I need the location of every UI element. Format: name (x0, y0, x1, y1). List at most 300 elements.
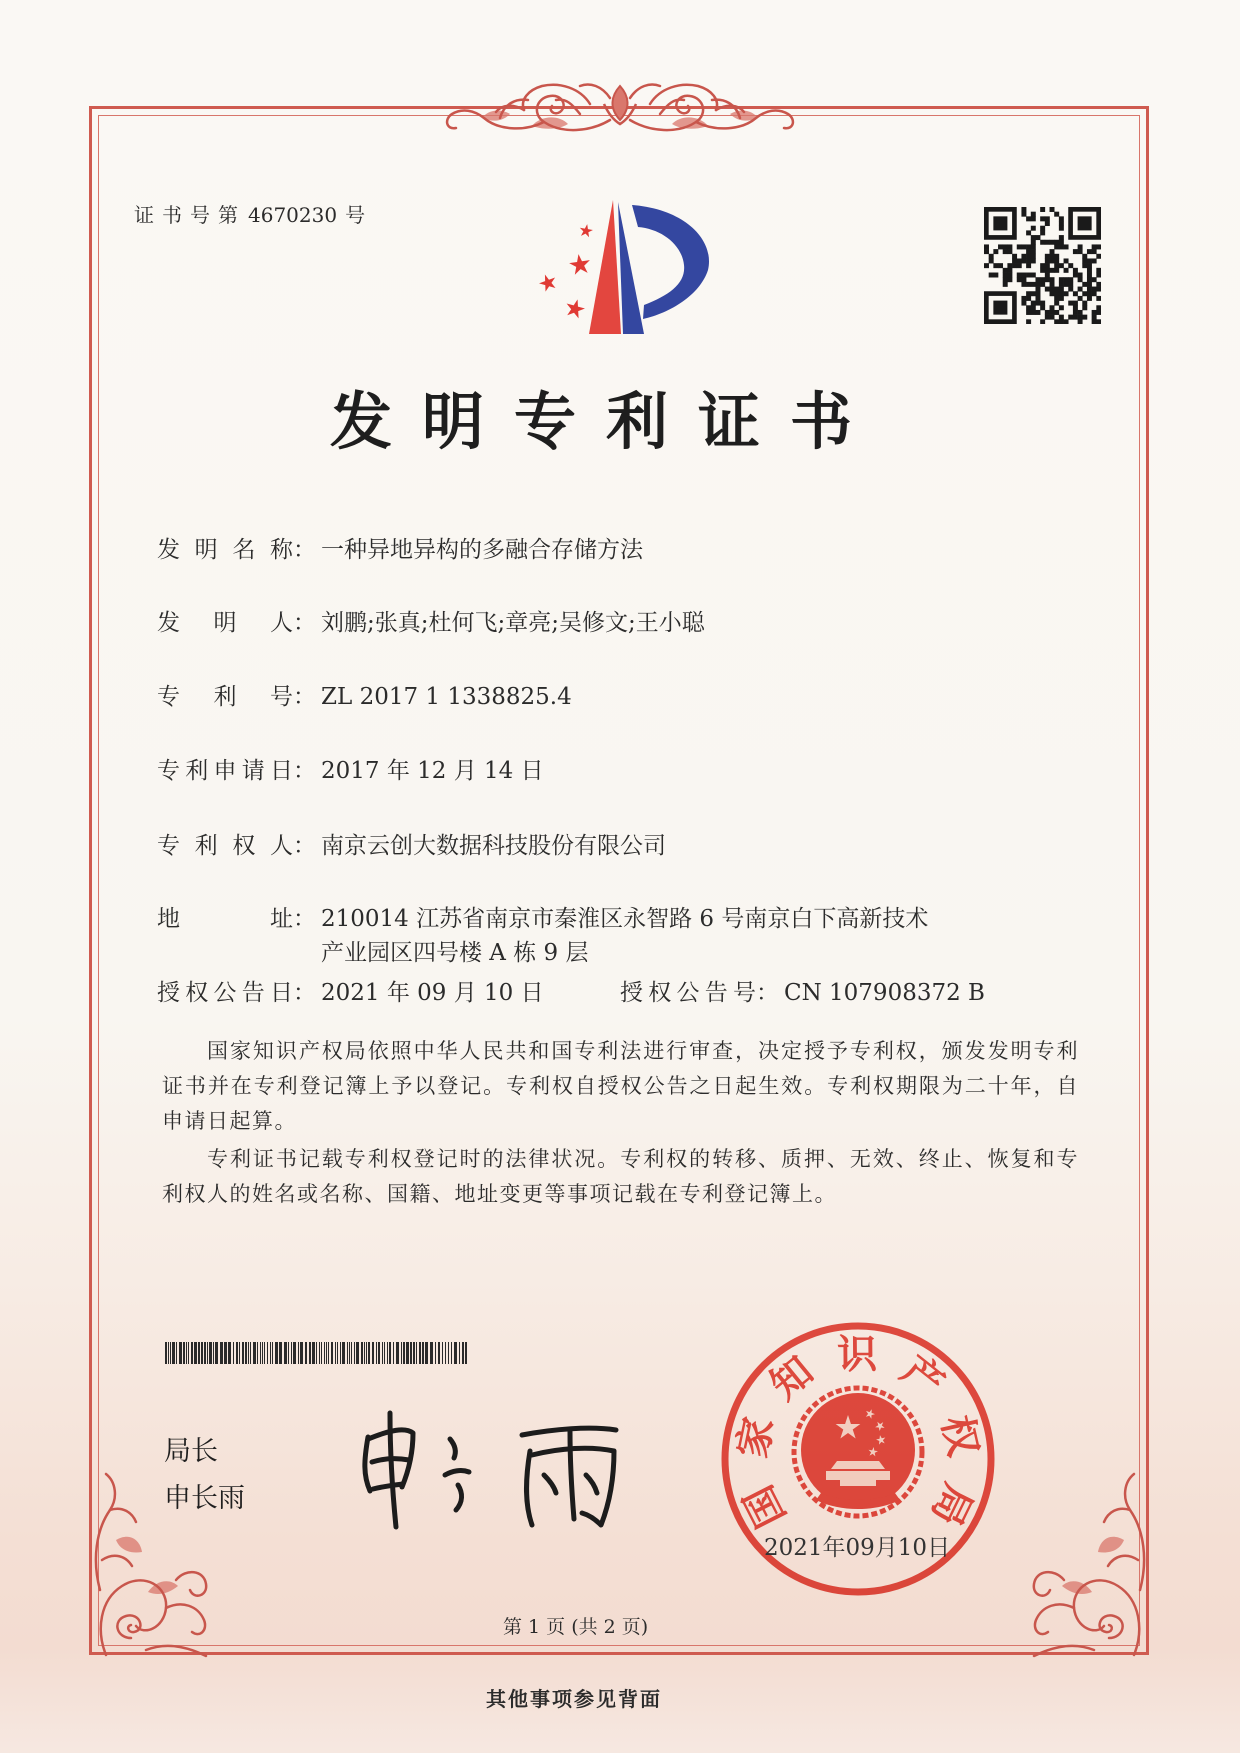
qr-module (1045, 258, 1050, 263)
qr-module (1068, 282, 1073, 287)
barcode-bar (378, 1342, 380, 1364)
qr-module (1068, 301, 1073, 306)
qr-module (1068, 287, 1073, 292)
field-patentee (157, 831, 666, 861)
handwritten-signature (350, 1405, 640, 1535)
qr-module (1050, 315, 1055, 320)
qr-module (1007, 244, 1012, 249)
qr-module (1054, 212, 1059, 217)
qr-module (1059, 226, 1064, 231)
barcode-bar (451, 1342, 452, 1364)
barcode-bar (236, 1342, 238, 1364)
page-title: 发明专利证书 (330, 385, 883, 458)
qr-finder (1078, 216, 1092, 230)
qr-module (1040, 268, 1045, 273)
logo-stars (537, 223, 594, 319)
barcode-bar (279, 1342, 282, 1364)
qr-module (1017, 258, 1022, 263)
signatory-position: 局长 (164, 1436, 218, 1467)
field-value: 一种异地异构的多融合存储方法 (321, 537, 643, 563)
barcode-bar (361, 1342, 363, 1364)
qr-module (1096, 282, 1101, 287)
qr-module (1003, 273, 1008, 278)
qr-module (1092, 315, 1097, 320)
qr-module (1045, 240, 1050, 245)
qr-module (1059, 305, 1064, 310)
qr-module (1092, 258, 1097, 263)
qr-module (1059, 282, 1064, 287)
qr-module (1073, 273, 1078, 278)
qr-module (1017, 277, 1022, 282)
barcode-bar (270, 1342, 271, 1364)
barcode-bar (305, 1342, 307, 1364)
qr-module (1078, 277, 1083, 282)
barcode-bar (376, 1342, 377, 1364)
qr-module (1045, 315, 1050, 320)
qr-module (1054, 301, 1059, 306)
qr-module (1017, 263, 1022, 268)
qr-module (1064, 268, 1069, 273)
barcode-bar (324, 1342, 325, 1364)
logo-red-nib (589, 200, 621, 334)
signature-stroke (365, 1437, 370, 1491)
barcode-bar (288, 1342, 289, 1364)
barcode-bar (179, 1342, 182, 1364)
qr-module (1040, 282, 1045, 287)
qr-module (1021, 207, 1026, 212)
qr-module (1021, 301, 1026, 306)
barcode-bar (442, 1342, 443, 1364)
barcode-bar (393, 1342, 394, 1364)
qr-module (1096, 319, 1101, 324)
qr-module (1054, 310, 1059, 315)
barcode-bar (406, 1342, 409, 1364)
barcode-bar (349, 1342, 350, 1364)
qr-module (1045, 310, 1050, 315)
barcode-bar (462, 1342, 464, 1364)
qr-module (1087, 249, 1092, 254)
qr-module (1068, 315, 1073, 320)
qr-module (1059, 319, 1064, 324)
barcode-bar (233, 1342, 234, 1364)
qr-module (1087, 287, 1092, 292)
ornament-scroll (146, 1646, 206, 1656)
qr-module (1092, 287, 1097, 292)
qr-module (1054, 254, 1059, 259)
qr-module (1073, 315, 1078, 320)
qr-module (1021, 273, 1026, 278)
qr-module (1031, 310, 1036, 315)
qr-module (1068, 277, 1073, 282)
field-colon: ： (293, 758, 316, 784)
field-label: 授权公告号 (620, 980, 756, 1006)
corner-ornament (1034, 1474, 1144, 1656)
qr-module (1050, 310, 1055, 315)
barcode-bar (403, 1342, 405, 1364)
barcode-bar (416, 1342, 417, 1364)
qr-module (1003, 268, 1008, 273)
barcode-bar (209, 1342, 212, 1364)
barcode-bar (264, 1342, 265, 1364)
qr-module (1035, 310, 1040, 315)
logo-star (578, 223, 593, 238)
qr-module (1040, 305, 1045, 310)
qr-module (1050, 268, 1055, 273)
statement-line: 申请日起算。 (162, 1109, 297, 1133)
logo-blue-arc (632, 205, 709, 319)
field-address (157, 904, 928, 934)
ornament-leaf (1098, 1537, 1124, 1553)
ornament-left-half (447, 85, 610, 131)
qr-module (1003, 277, 1008, 282)
qr-module (998, 244, 1003, 249)
qr-module (1035, 301, 1040, 306)
qr-module (1045, 254, 1050, 259)
qr-module (1026, 254, 1031, 259)
ornament-scroll (1104, 1509, 1130, 1522)
statement-line: 专利证书记载专利权登记时的法律状况。专利权的转移、质押、无效、终止、恢复和专 (207, 1147, 1079, 1171)
qr-module (998, 263, 1003, 268)
signature-stroke (450, 1439, 455, 1458)
barcode-bar (454, 1342, 457, 1364)
qr-module (1092, 319, 1097, 324)
qr-module (1026, 258, 1031, 263)
barcode-bar (293, 1342, 296, 1364)
qr-module (1087, 291, 1092, 296)
barcode-bar (319, 1342, 320, 1364)
signature-stroke (445, 1471, 469, 1475)
qr-module (1073, 249, 1078, 254)
seal-date: 2021年09月10日 (764, 1535, 951, 1561)
barcode-bar (438, 1342, 440, 1364)
qr-module (1059, 287, 1064, 292)
qr-module (1031, 305, 1036, 310)
qr-module (984, 244, 989, 249)
qr-module (989, 273, 994, 278)
field-label: 授权公告日 (157, 980, 293, 1006)
qr-module (1012, 258, 1017, 263)
barcode-bar (198, 1342, 200, 1364)
qr-module (1007, 249, 1012, 254)
field-patent-number (157, 682, 572, 712)
field-value: CN 107908372 B (784, 980, 985, 1006)
barcode-bar (312, 1342, 315, 1364)
qr-module (1031, 216, 1036, 221)
qr-module (1040, 240, 1045, 245)
ornament-scroll (176, 1572, 206, 1596)
qr-module (1007, 273, 1012, 278)
qr-module (1031, 249, 1036, 254)
qr-module (1087, 282, 1092, 287)
statement-line: 国家知识产权局依照中华人民共和国专利法进行审查，决定授予专利权，颁发发明专利 (207, 1039, 1079, 1063)
qr-module (1021, 244, 1026, 249)
qr-module (989, 258, 994, 263)
qr-module (1050, 240, 1055, 245)
barcode-bar (298, 1342, 299, 1364)
seal-character: 识 (836, 1331, 878, 1379)
barcode-bar (253, 1342, 256, 1364)
qr-module (1082, 315, 1087, 320)
qr-module (1054, 287, 1059, 292)
barcode-bar (410, 1342, 412, 1364)
field-value-line-1: 210014 江苏省南京市秦淮区永智路 6 号南京白下高新技术 (321, 906, 929, 932)
qr-module (1096, 310, 1101, 315)
qr-module (1087, 268, 1092, 273)
qr-module (1026, 249, 1031, 254)
qr-module (1078, 273, 1083, 278)
statement-line: 证书并在专利登记簿上予以登记。专利权自授权公告之日起生效。专利权期限为二十年，自 (162, 1074, 1079, 1098)
qr-module (1059, 240, 1064, 245)
barcode-bar (459, 1342, 460, 1364)
barcode-bar (354, 1342, 355, 1364)
barcode-bar (165, 1342, 167, 1364)
barcode-bar (228, 1342, 231, 1364)
barcode-bar (215, 1342, 218, 1364)
certificate-number (134, 202, 365, 228)
ornament-scroll (96, 1474, 115, 1590)
national-emblem-icon (794, 1388, 922, 1516)
qr-module (1026, 310, 1031, 315)
qr-module (1096, 305, 1101, 310)
barcode-bar (267, 1342, 268, 1364)
barcode-bar (356, 1342, 359, 1364)
qr-module (1040, 301, 1045, 306)
barcode-bar (448, 1342, 449, 1364)
qr-module (1007, 277, 1012, 282)
field-value: ZL 2017 1 1338825.4 (321, 684, 572, 710)
qr-module (1017, 273, 1022, 278)
barcode-bar (382, 1342, 383, 1364)
ornament-scroll (1034, 1646, 1094, 1656)
qr-module (1096, 268, 1101, 273)
qr-module (1082, 291, 1087, 296)
field-colon: ： (756, 980, 779, 1006)
barcode-bar (331, 1342, 333, 1364)
barcode-bar (435, 1342, 436, 1364)
qr-module (1003, 282, 1008, 287)
barcode-bar (245, 1342, 247, 1364)
ornament-scroll (1035, 1604, 1074, 1634)
qr-module (1035, 277, 1040, 282)
field-application-date (157, 756, 544, 786)
field-address-continued (321, 938, 589, 968)
qr-module (1040, 230, 1045, 235)
ornament-scroll (166, 1604, 205, 1634)
ornament-scroll (110, 1509, 136, 1522)
barcode-bar (262, 1342, 263, 1364)
qr-module (1092, 244, 1097, 249)
qr-module (1087, 273, 1092, 278)
logo-star (564, 297, 587, 319)
barcode-bar (321, 1342, 322, 1364)
page-indicator: 第 1 页 (共 2 页) (503, 1616, 649, 1638)
barcode (165, 1342, 470, 1364)
qr-module (1035, 291, 1040, 296)
qr-module (1003, 249, 1008, 254)
back-page-note: 其他事项参见背面 (486, 1687, 662, 1711)
barcode-bar (207, 1342, 208, 1364)
barcode-bar (337, 1342, 338, 1364)
qr-module (1021, 254, 1026, 259)
qr-module (1054, 258, 1059, 263)
qr-module (1092, 291, 1097, 296)
seal-character: 知 (762, 1348, 823, 1410)
qr-module (1031, 273, 1036, 278)
qr-module (1078, 249, 1083, 254)
qr-module (1073, 305, 1078, 310)
qr-module (1045, 287, 1050, 292)
qr-module (1059, 263, 1064, 268)
qr-module (1050, 249, 1055, 254)
qr-module (1026, 216, 1031, 221)
qr-module (1026, 230, 1031, 235)
signature-stroke (586, 1475, 597, 1493)
qr-module (1096, 287, 1101, 292)
qr-module (1031, 244, 1036, 249)
signature-stroke (570, 1431, 574, 1519)
barcode-bar (387, 1342, 388, 1364)
barcode-bar (419, 1342, 421, 1364)
qr-module (1050, 207, 1055, 212)
qr-module (1050, 258, 1055, 263)
qr-module (1073, 268, 1078, 273)
qr-module (1031, 235, 1036, 240)
ornament-leaf (116, 1537, 142, 1553)
qr-module (1092, 310, 1097, 315)
qr-module (1031, 282, 1036, 287)
qr-module (1031, 301, 1036, 306)
barcode-bar (168, 1342, 169, 1364)
barcode-bar (242, 1342, 244, 1364)
qr-module (1087, 277, 1092, 282)
qr-module (1082, 301, 1087, 306)
qr-module (1059, 244, 1064, 249)
qr-module (993, 249, 998, 254)
field-label: 专利申请日 (157, 758, 293, 784)
qr-module (1050, 287, 1055, 292)
barcode-bar (257, 1342, 258, 1364)
field-label: 专利号 (157, 684, 293, 710)
emblem-disc (801, 1393, 915, 1507)
barcode-bar (328, 1342, 329, 1364)
qr-module (1078, 244, 1083, 249)
qr-module (1087, 258, 1092, 263)
qr-module (1050, 305, 1055, 310)
barcode-bar (204, 1342, 206, 1364)
qr-module (1082, 258, 1087, 263)
qr-module (1026, 296, 1031, 301)
qr-module (1059, 221, 1064, 226)
barcode-bar (340, 1342, 341, 1364)
qr-module (1059, 277, 1064, 282)
ornament-scroll (1108, 1556, 1138, 1566)
barcode-bar (372, 1342, 374, 1364)
barcode-bar (347, 1342, 348, 1364)
qr-module (1050, 254, 1055, 259)
qr-module (1068, 263, 1073, 268)
barcode-bar (201, 1342, 203, 1364)
barcode-bar (260, 1342, 261, 1364)
qr-module (1064, 258, 1069, 263)
qr-module (1035, 235, 1040, 240)
field-value: 南京云创大数据科技股份有限公司 (321, 833, 666, 859)
qr-module (1064, 282, 1069, 287)
barcode-bar (351, 1342, 352, 1364)
qr-module (1031, 291, 1036, 296)
qr-module (993, 263, 998, 268)
field-label: 发明名称 (157, 537, 293, 563)
barcode-bar (186, 1342, 187, 1364)
barcode-bar (188, 1342, 189, 1364)
bottom-right-ornament (1014, 1460, 1154, 1670)
field-value: 2017 年 12 月 14 日 (321, 758, 544, 784)
qr-module (1082, 254, 1087, 259)
qr-module (1017, 244, 1022, 249)
qr-module (1021, 282, 1026, 287)
qr-module (1050, 282, 1055, 287)
qr-module (993, 273, 998, 278)
qr-module (1035, 296, 1040, 301)
field-colon: ： (293, 980, 316, 1006)
qr-module (1064, 319, 1069, 324)
qr-module (1026, 305, 1031, 310)
qr-module (1054, 244, 1059, 249)
qr-module (1054, 240, 1059, 245)
qr-module (1045, 268, 1050, 273)
signatory-name: 申长雨 (164, 1483, 245, 1514)
qr-module (1059, 296, 1064, 301)
statement-line: 利权人的姓名或名称、国籍、地址变更等事项记载在专利登记簿上。 (162, 1182, 837, 1206)
ornament-leaf (672, 117, 708, 128)
qr-module (1031, 226, 1036, 231)
barcode-bar (366, 1342, 367, 1364)
qr-module (1078, 296, 1083, 301)
barcode-bar (342, 1342, 345, 1364)
qr-module (1059, 235, 1064, 240)
ornament-scroll (537, 96, 610, 130)
seal-character: 局 (922, 1476, 981, 1533)
qr-module (1040, 216, 1045, 221)
barcode-bar (176, 1342, 177, 1364)
qr-module (984, 263, 989, 268)
qr-module (1031, 254, 1036, 259)
qr-module (1054, 319, 1059, 324)
qr-module (1082, 305, 1087, 310)
seal-character: 国 (735, 1477, 795, 1535)
qr-module (1031, 212, 1036, 217)
signature-strokes (365, 1413, 616, 1527)
field-invention-name (157, 535, 643, 565)
qr-module (1021, 212, 1026, 217)
qr-module (1026, 244, 1031, 249)
barcode-bar (250, 1342, 251, 1364)
qr-module (1082, 263, 1087, 268)
barcode-bar (291, 1342, 292, 1364)
barcode-bar (272, 1342, 273, 1364)
qr-module (1040, 263, 1045, 268)
barcode-bar (422, 1342, 424, 1364)
qr-module (1073, 291, 1078, 296)
qr-module (1078, 287, 1083, 292)
barcode-bar (401, 1342, 402, 1364)
seal-character: 产 (892, 1346, 953, 1408)
barcode-bar (425, 1342, 428, 1364)
field-value: 2021 年 09 月 10 日 (321, 980, 544, 1006)
field-label: 地址 (157, 906, 293, 932)
official-seal (700, 1300, 1020, 1620)
signature-stroke (544, 1475, 556, 1493)
qr-module (1082, 282, 1087, 287)
